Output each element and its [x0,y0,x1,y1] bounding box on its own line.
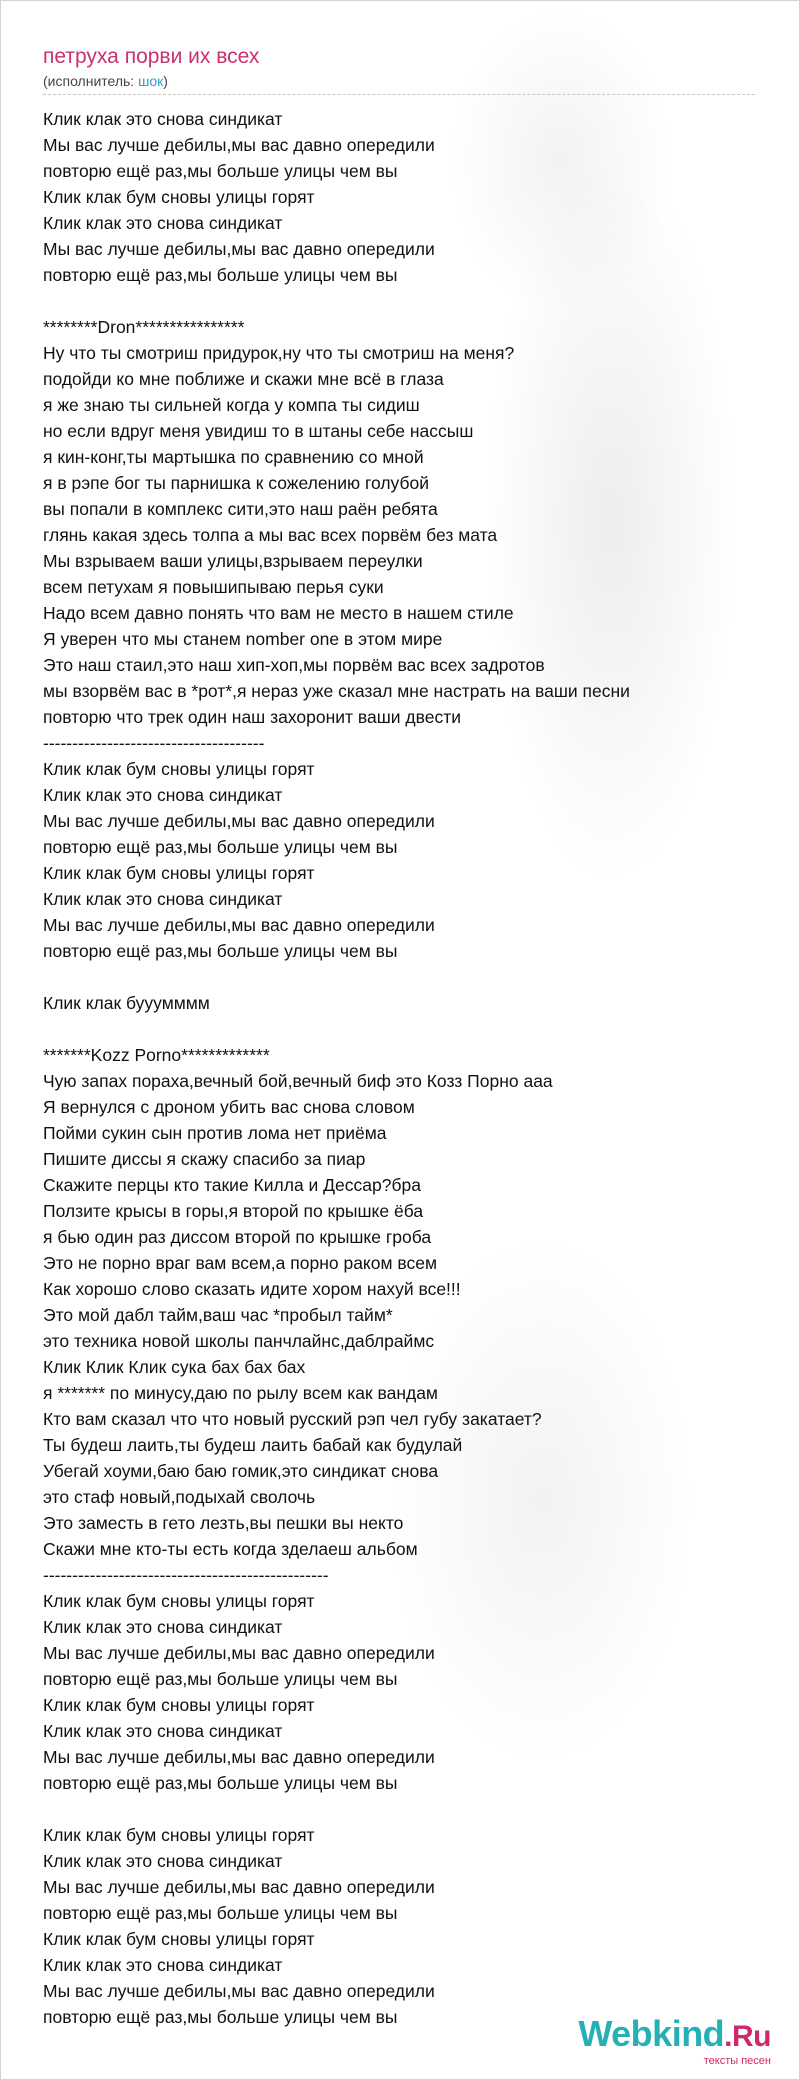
lyric-line: Надо всем давно понять что вам не место в нашем стиле [43,603,514,623]
lyric-line: Клик клак бум сновы улицы горят [43,1695,315,1715]
lyric-line: Пойми сукин сын против лома нет приёма [43,1123,387,1143]
artist-link[interactable]: шок [138,73,164,89]
lyric-line: я же знаю ты сильней когда у компа ты сидиш [43,395,420,415]
lyric-line: Клик клак бум сновы улицы горят [43,759,315,779]
lyric-line: повторю ещё раз,мы больше улицы чем вы [43,1903,398,1923]
lyric-line: повторю что трек один наш захоронит ваши двести [43,707,462,727]
lyric-line: *******Kozz Porno************* [43,1045,270,1065]
lyric-line: Я вернулся с дроном убить вас снова словом [43,1097,415,1117]
lyric-line: это техника новой школы панчлайнс,даблраймс [43,1331,435,1351]
lyric-line: это стаф новый,подыхай сволочь [43,1487,316,1507]
artist-suffix: ) [163,73,168,89]
watermark-logo [578,2013,771,2055]
lyric-line: Это заместь в гето лезть,вы пешки вы некто [43,1513,404,1533]
lyric-line: Клик клак бум сновы улицы горят [43,1591,315,1611]
lyric-line: повторю ещё раз,мы больше улицы чем вы [43,837,398,857]
lyric-line: Ползите крысы в горы,я второй по крышке ёба [43,1201,424,1221]
lyric-line: Мы вас лучше дебилы,мы вас давно опередили [43,1981,435,2001]
lyric-line: Ты будеш лаить,ты будеш лаить бабай как будулай [43,1435,463,1455]
lyric-line: Клик клак бум сновы улицы горят [43,863,315,883]
watermark-tagline: тексты песен [703,2055,771,2067]
lyric-line: повторю ещё раз,мы больше улицы чем вы [43,1669,398,1689]
lyric-line: Ну что ты смотриш придурок,ну что ты смотриш на меня? [43,343,515,363]
watermark-tld: .Ru [724,2020,771,2053]
lyric-line: Мы вас лучше дебилы,мы вас давно опередили [43,1747,435,1767]
lyric-line: Мы вас лучше дебилы,мы вас давно опередили [43,239,435,259]
lyric-line: Клик клак бум сновы улицы горят [43,187,315,207]
lyric-line: Это наш стаил,это наш хип-хоп,мы порвём вас всех задротов [43,655,545,675]
lyric-line: Клик клак это снова синдикат [43,889,283,909]
lyric-line: Клик клак это снова синдикат [43,1617,283,1637]
lyric-line: я кин-конг,ты мартышка по сравнению со мной [43,447,424,467]
lyric-line: Клик Клик Клик сука бах бах бах [43,1357,306,1377]
lyric-line: Это мой дабл тайм,ваш час *пробыл тайм* [43,1305,393,1325]
lyric-blank-line [43,964,630,990]
lyric-line: Мы взрываем ваши улицы,взрываем переулки [43,551,423,571]
lyric-line: повторю ещё раз,мы больше улицы чем вы [43,161,398,181]
lyric-line: вы попали в комплекс сити,это наш раён ребята [43,499,438,519]
lyric-line: Клик клак бум сновы улицы горят [43,1825,315,1845]
lyric-line: но если вдруг меня увидиш то в штаны себе нассыш [43,421,474,441]
artist-line [43,73,168,89]
lyric-line: повторю ещё раз,мы больше улицы чем вы [43,265,398,285]
lyric-line: повторю ещё раз,мы больше улицы чем вы [43,1773,398,1793]
lyric-line: Пишите диссы я скажу спасибо за пиар [43,1149,366,1169]
lyric-line: -------------------------------------- [43,733,265,753]
lyric-line: Клик клак это снова синдикат [43,1955,283,1975]
lyric-line: всем петухам я повышипываю перья суки [43,577,384,597]
lyric-line: ------------------------------------------------- [43,1565,329,1585]
lyric-line: подойди ко мне поближе и скажи мне всё в глаза [43,369,444,389]
header-divider [43,94,755,95]
watermark-brand: Webkind [578,2013,725,2054]
lyric-line: мы взорвём вас в *рот*,я нераз уже сказал мне настрать на ваши песни [43,681,630,701]
lyric-line: Я уверен что мы станем nomber one в этом мире [43,629,443,649]
lyric-line: Клик клак это снова синдикат [43,785,283,805]
lyric-line: Скажи мне кто-ты есть когда зделаеш альбом [43,1539,418,1559]
lyric-blank-line [43,288,630,314]
lyric-line: Клик клак это снова синдикат [43,1721,283,1741]
lyric-line: Кто вам сказал что что новый русский рэп чел губу закатает? [43,1409,542,1429]
lyric-line: Мы вас лучше дебилы,мы вас давно опередили [43,1643,435,1663]
lyric-line: глянь какая здесь толпа а мы вас всех порвём без мата [43,525,498,545]
lyric-line: Это не порно враг вам всем,а порно раком всем [43,1253,438,1273]
lyric-line: Клик клак это снова синдикат [43,109,283,129]
lyric-line: Убегай хоуми,баю баю гомик,это синдикат снова [43,1461,439,1481]
lyric-line: Мы вас лучше дебилы,мы вас давно опередили [43,915,435,935]
page-title: петруха порви их всех [43,45,260,68]
lyric-line: Скажите перцы кто такие Килла и Дессар?бра [43,1175,421,1195]
lyric-blank-line [43,1796,630,1822]
lyric-line: Клик клак бууумммм [43,993,210,1013]
lyrics-text [43,106,630,2030]
lyric-line: Клик клак бум сновы улицы горят [43,1929,315,1949]
lyric-line: Мы вас лучше дебилы,мы вас давно опередили [43,135,435,155]
lyric-blank-line [43,1016,630,1042]
lyric-line: Мы вас лучше дебилы,мы вас давно опередили [43,1877,435,1897]
lyric-line: Мы вас лучше дебилы,мы вас давно опередили [43,811,435,831]
webkind-watermark [578,2013,771,2067]
artist-prefix: (исполнитель: [43,73,139,89]
lyric-line: Как хорошо слово сказать идите хором нахуй все!!! [43,1279,461,1299]
lyric-line: Чую запах пораха,вечный бой,вечный биф это Козз Порно ааа [43,1071,553,1091]
lyric-line: Клик клак это снова синдикат [43,1851,283,1871]
lyric-line: Клик клак это снова синдикат [43,213,283,233]
lyric-line: я ******* по минусу,даю по рылу всем как вандам [43,1383,438,1403]
lyric-line: я в рэпе бог ты парнишка к сожелению голубой [43,473,430,493]
lyric-line: ********Dron**************** [43,317,245,337]
lyric-line: повторю ещё раз,мы больше улицы чем вы [43,2007,398,2027]
lyric-line: я бью один раз диссом второй по крышке гроба [43,1227,432,1247]
lyric-line: повторю ещё раз,мы больше улицы чем вы [43,941,398,961]
